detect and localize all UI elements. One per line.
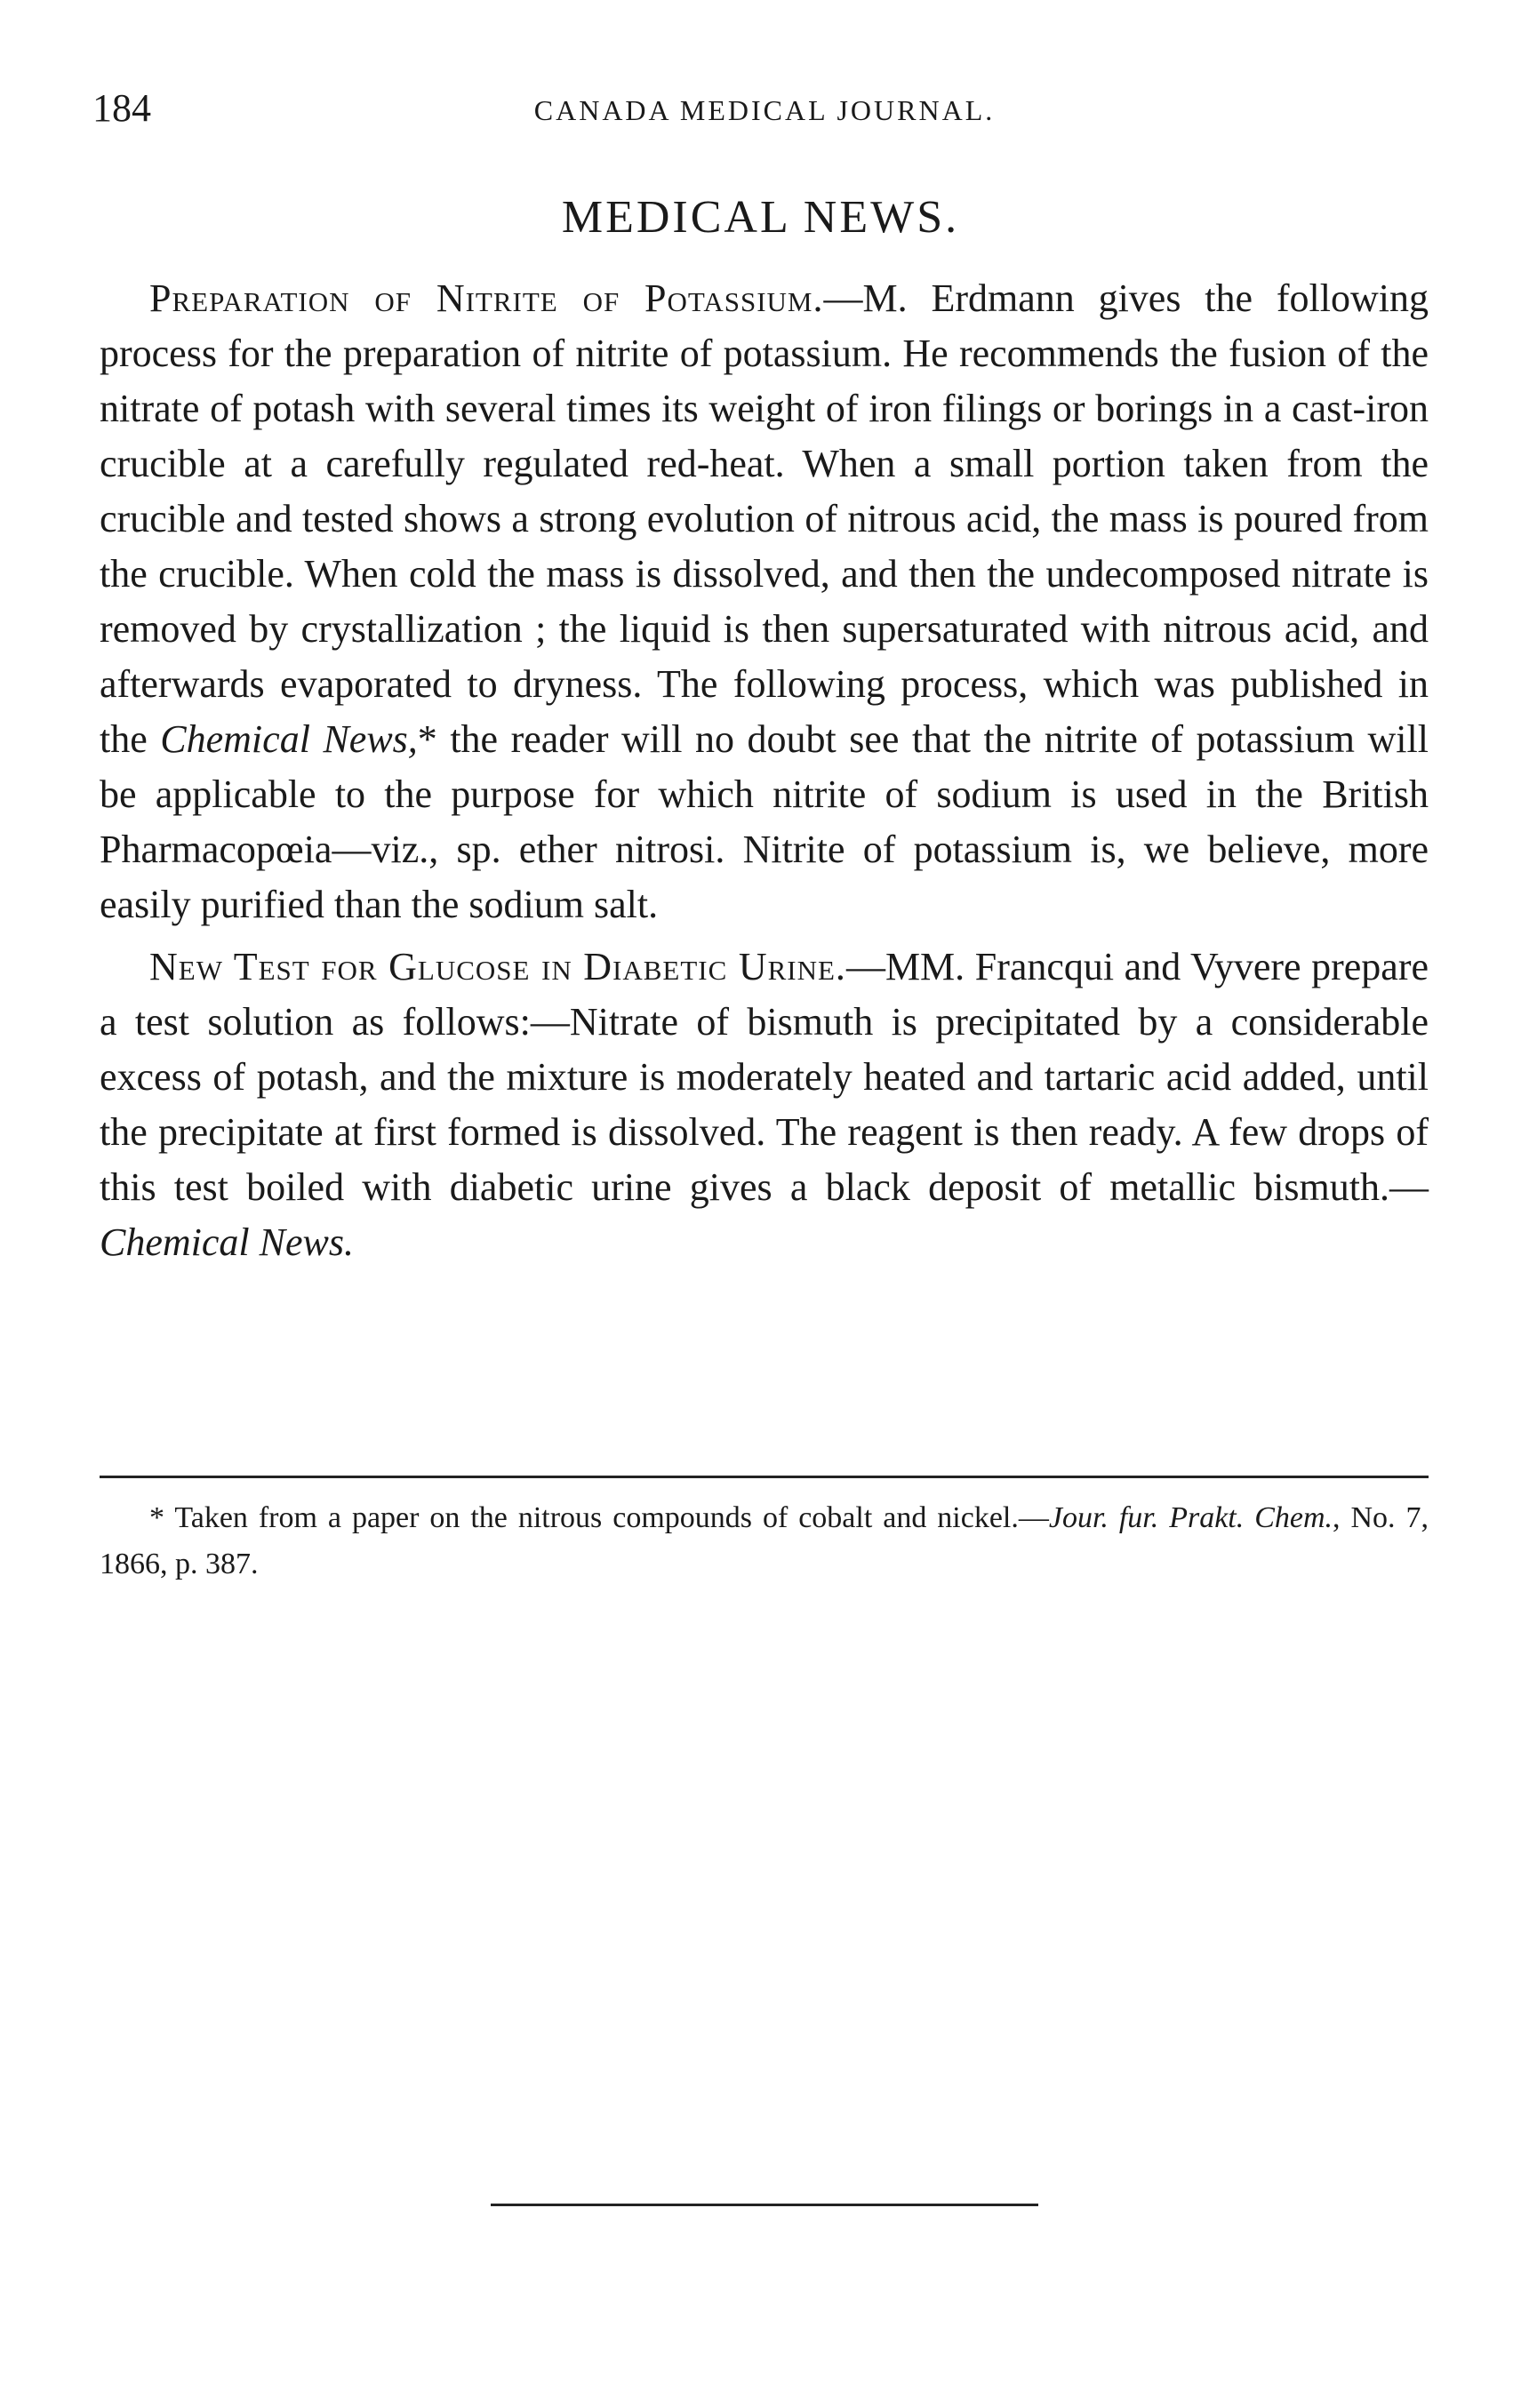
section-title: MEDICAL NEWS. (561, 192, 960, 243)
footnote-citation: , No. 7, 1866, p. 387. (100, 1501, 1429, 1580)
journal-title: CANADA MEDICAL JOURNAL. (533, 94, 996, 126)
article-source-glucose: Chemical News. (100, 1220, 354, 1264)
footnote-source: Jour. fur. Prakt. Chem. (1048, 1501, 1333, 1534)
footnote-mark: * (149, 1501, 164, 1534)
article-text-part-b: the reader will no doubt see that the nitrite of potassium will be applicable to the purpose for which nitrite of sodium is used in the British Pharmacopœia—viz., sp. ether nitrosi. Nitrite of potassium is, we believe, more easily purified than the sodium salt. (100, 717, 1429, 926)
running-head (89, 82, 1440, 135)
article-source-chemical-news: Chemical News, (160, 717, 418, 761)
article-text-glucose: —MM. Francqui and Vyvere prepare a test solution as follows:—Nitrate of bismuth is precipitated by a considerable excess of potash, and the mixture is moderately heated and tartaric acid added, until the precipitate at first formed is dissolved. The reagent is then ready. A few drops of this test boiled with diabetic urine gives a black deposit of metallic bismuth.— (100, 945, 1429, 1209)
footnote-divider (100, 1476, 1429, 1478)
article-heading-glucose: New Test for Glucose in Diabetic Urine. (149, 945, 846, 988)
footnote-text: Taken from a paper on the nitrous compounds of cobalt and nickel.— (164, 1501, 1049, 1534)
article-heading-nitrite: Preparation of Nitrite of Potassium. (149, 276, 824, 320)
article-body (100, 271, 1429, 1270)
article-paragraph-nitrite (100, 271, 1429, 932)
article-text-part-a: —M. Erdmann gives the following process for the preparation of nitrite of potassium. He recommends the fusion of the nitrate of potash with several times its weight of iron filings or borings in a cast-iron crucible at a carefully regulated red-heat. When a small portion taken from the crucible and tested shows a strong evolution of nitrous acid, the mass is poured from the crucible. When cold the mass is dissolved, and then the undecomposed nitrate is removed by crystallization ; the liquid is then supersaturated with nitrous acid, and afterwards evaporated to dryness. The following process, which was published in the (100, 276, 1429, 761)
footnote-reference-mark: * (417, 717, 437, 761)
end-rule (491, 2204, 1038, 2206)
footnote (100, 1495, 1429, 1588)
article-paragraph-glucose (100, 940, 1429, 1270)
page-number: 184 (92, 86, 151, 130)
